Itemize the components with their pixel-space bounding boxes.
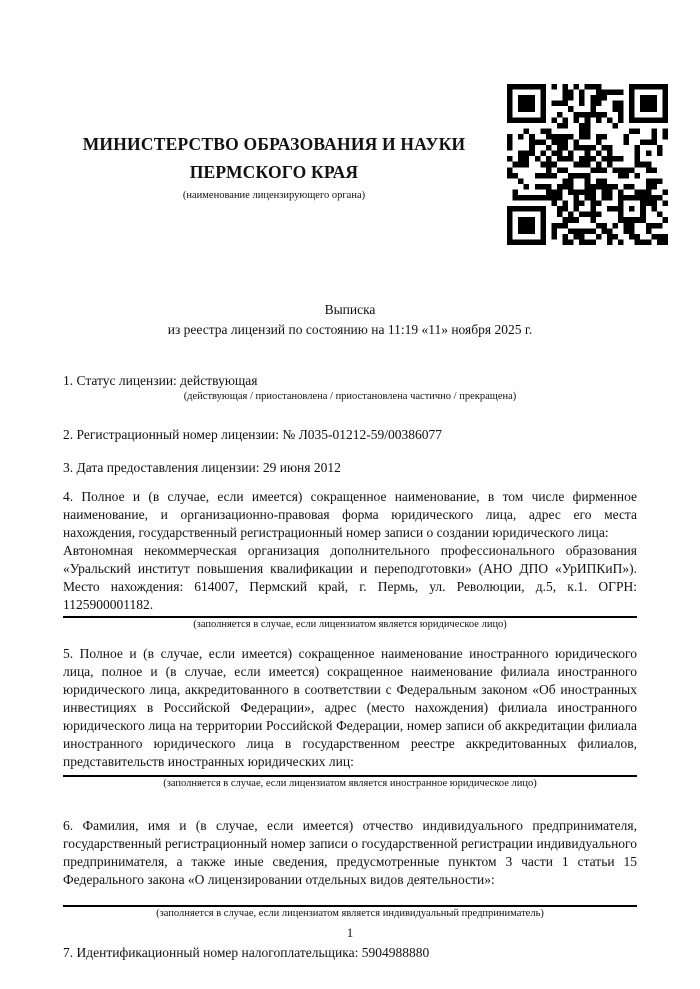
org-name-caption: (наименование лицензирующего органа) xyxy=(182,190,366,201)
document-title-line2: из реестра лицензий по состоянию на 11:19 «11» ноября 2025 г. xyxy=(167,321,533,337)
field-grant-date: 3. Дата предоставления лицензии: 29 июня 2012 xyxy=(63,459,341,475)
org-name xyxy=(60,130,488,186)
document-body xyxy=(63,365,637,962)
field-registration-number: 2. Регистрационный номер лицензии: № Л035-01212-59/00386077 xyxy=(63,426,443,442)
field-inn: 7. Идентификационный номер налогоплательщика: 5904988880 xyxy=(63,945,430,960)
field-legal-entity-value: Автономная некоммерческая организация дополнительного профессионального образования «Уральский институт повышения квалификации и переподготовки» (АНО ДПО «УрИПКиП»). Место нахождения: 614007, Пермский край, г. Пермь, ул. Революции, д.5, к.1. ОГРН: 1125900001182. xyxy=(63,542,637,612)
field-license-status-caption: (действующая / приостановлена / приостановлена частично / прекращена) xyxy=(183,391,517,402)
qr-code-icon xyxy=(507,84,668,245)
field-foreign-entity-caption: (заполняется в случае, если лицензиатом является иностранное юридическое лицо) xyxy=(163,778,537,789)
field-individual-entrepreneur-label: 6. Фамилия, имя и (в случае, если имеется) отчество индивидуального предпринимателя, государственный регистрационный номер записи о государственной регистрации индивидуального предпринимателя, а также иные сведения, предусмотренные пунктом 3 части 1 статьи 15 Федерального закона «О лицензировании отдельных видов деятельности»: xyxy=(63,817,637,887)
field-foreign-entity-label: 5. Полное и (в случае, если имеется) сокращенное наименование иностранного юридического лица, полное и (в случае, если имеется) сокращенное наименование филиала иностранного юридического лица, аккредитованного в соответствии с Федеральным законом «Об иностранных инвестициях в Российской Федерации», адрес (место нахождения) филиала иностранного юридического лица на территории Российской Федерации, номер записи об аккредитации филиала иностранного юридического лица в государственном реестре аккредитованных филиалов, представительств иностранных юридических лиц: xyxy=(63,646,637,769)
field-legal-entity-label: 4. Полное и (в случае, если имеется) сокращенное наименование, в том числе фирменное наименование, и организационно-правовая форма юридического лица, адрес его места нахождения, государственный регистрационный номер записи о создании юридического лица: xyxy=(63,488,637,540)
org-name-line2: ПЕРМСКОГО КРАЯ xyxy=(189,162,359,182)
org-name-line1: МИНИСТЕРСТВО ОБРАЗОВАНИЯ И НАУКИ xyxy=(82,134,466,154)
licensing-authority-header xyxy=(60,130,488,203)
field-legal-entity-caption: (заполняется в случае, если лицензиатом является юридическое лицо) xyxy=(193,618,507,630)
field-individual-entrepreneur-caption: (заполняется в случае, если лицензиатом является индивидуальный предприниматель) xyxy=(156,907,544,919)
page-number: 1 xyxy=(346,925,354,940)
document-title xyxy=(63,300,637,339)
field-license-status: 1. Статус лицензии: действующая xyxy=(63,373,258,388)
document-title-line1: Выписка xyxy=(324,302,376,317)
